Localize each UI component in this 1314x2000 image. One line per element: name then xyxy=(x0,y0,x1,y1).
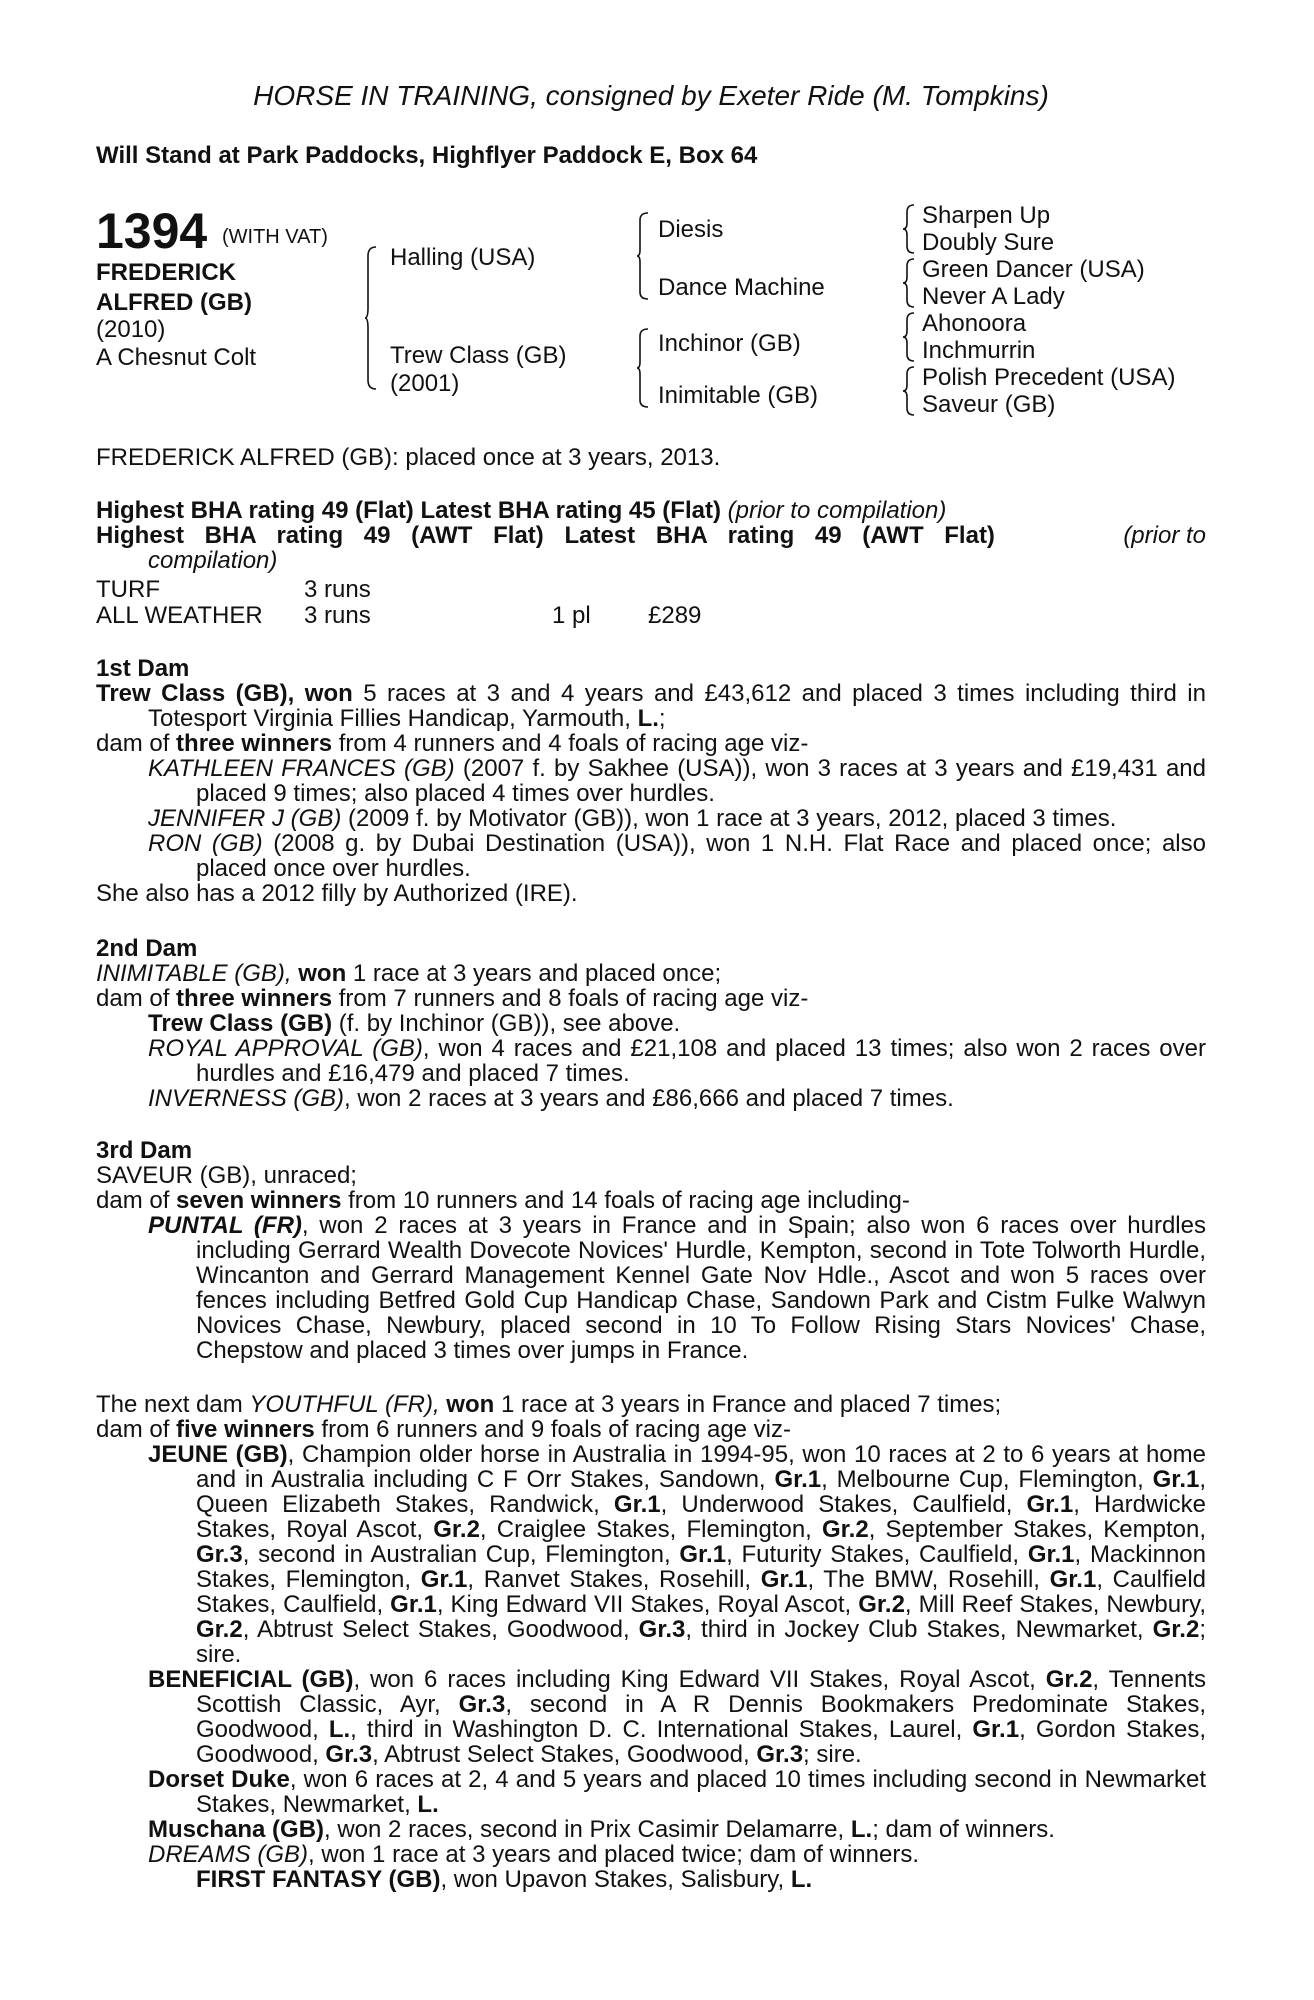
aw-placed: 1 pl xyxy=(552,602,591,629)
horse-name-line2: ALFRED (GB) xyxy=(96,289,252,316)
first-dam-progeny-1: KATHLEEN FRANCES (GB) (2007 f. by Sakhee (USA)), won 3 races at 3 years and £19,431 and placed 9 times; also placed 4 times over hurdles. xyxy=(148,755,1206,807)
third-dam-produce: dam of seven winners from 10 runners and 14 foals of racing age including- xyxy=(96,1187,910,1214)
third-dam-section xyxy=(96,1138,1206,1363)
sire: Halling (USA) xyxy=(390,244,536,271)
first-dam-also: She also has a 2012 filly by Authorized (IRE). xyxy=(96,880,578,907)
second-dam-heading: 2nd Dam xyxy=(96,935,198,962)
dance-machine-brace xyxy=(902,258,916,308)
gen3-7: Polish Precedent (USA) xyxy=(922,364,1176,391)
progeny-first-fantasy: FIRST FANTASY (GB), won Upavon Stakes, Salisbury, L. xyxy=(196,1866,813,1893)
stand-location: Will Stand at Park Paddocks, Highflyer Paddock E, Box 64 xyxy=(96,142,758,169)
first-dam-record: Trew Class (GB), won 5 races at 3 and 4 years and £43,612 and placed 3 times including third in Totesport Virginia Fillies Handicap, Yarmouth, L.; xyxy=(96,680,1206,732)
dam-line-brace xyxy=(636,328,650,408)
horse-name xyxy=(96,258,252,318)
next-dam-produce: dam of five winners from 6 runners and 9 foals of racing age viz- xyxy=(96,1416,792,1443)
dam: Trew Class (GB) xyxy=(390,342,567,369)
gen3-8: Saveur (GB) xyxy=(922,391,1056,418)
first-dam-produce: dam of three winners from 4 runners and 4 foals of racing age viz- xyxy=(96,730,809,757)
sire-dam-brace xyxy=(364,246,378,390)
diesis-brace xyxy=(902,204,916,254)
progeny-dorset-duke: Dorset Duke, won 6 races at 2, 4 and 5 years and placed 10 times including second in Newmarket Stakes, Newmarket, L. xyxy=(148,1766,1206,1818)
horse-year: (2010) xyxy=(96,316,166,343)
race-record: FREDERICK ALFRED (GB): placed once at 3 years, 2013. xyxy=(96,444,721,471)
dam-sire: Inchinor (GB) xyxy=(658,330,801,357)
first-dam-heading: 1st Dam xyxy=(96,655,190,682)
first-dam-section xyxy=(96,656,1206,906)
inimitable-brace xyxy=(902,366,916,416)
bha-ratings xyxy=(96,498,1206,573)
second-dam-progeny-2: ROYAL APPROVAL (GB), won 4 races and £21,108 and placed 13 times; also won 2 races over hurdles and £16,479 and placed 7 times. xyxy=(148,1035,1206,1087)
third-dam-progeny-1: PUNTAL (FR), won 2 races at 3 years in France and in Spain; also won 6 races over hurdles including Gerrard Wealth Dovecote Novices' Hurdle, Kempton, second in Tote Tolworth Hurdle, Wincanton and Gerrard Management Kennel Gate Nov Hdle., Ascot and won 5 races over fences including Betfred Gold Cup Handicap Chase, Sandown Park and Cistm Fulke Walwyn Novices Chase, Newbury, placed second in 10 To Follow Rising Stars Novices' Chase, Chepstow and placed 3 times over jumps in France. xyxy=(148,1212,1206,1364)
aw-runs: 3 runs xyxy=(304,602,371,629)
second-dam-produce: dam of three winners from 7 runners and 8 foals of racing age viz- xyxy=(96,985,809,1012)
flat-rating: Highest BHA rating 49 (Flat) Latest BHA rating 45 (Flat) (prior to compilation) xyxy=(96,497,947,524)
page-title: HORSE IN TRAINING, consigned by Exeter Ride (M. Tompkins) xyxy=(253,80,1049,111)
first-dam-progeny-2: JENNIFER J (GB) (2009 f. by Motivator (GB)), won 1 race at 3 years, 2012, placed 3 times. xyxy=(148,805,1117,832)
turf-runs: 3 runs xyxy=(304,576,371,603)
sire-line-brace xyxy=(636,212,650,300)
dam-year: (2001) xyxy=(390,370,460,397)
horse-name-line1: FREDERICK xyxy=(96,259,237,286)
awt-rating-note: compilation) xyxy=(148,547,278,574)
gen3-4: Never A Lady xyxy=(922,283,1065,310)
third-dam-record: SAVEUR (GB), unraced; xyxy=(96,1162,357,1189)
turf-label: TURF xyxy=(96,576,160,603)
progeny-beneficial: BENEFICIAL (GB), won 6 races including King Edward VII Stakes, Royal Ascot, Gr.2, Tennents Scottish Classic, Ayr, Gr.3, second in A R Dennis Bookmakers Predominate Stakes, Goodwood, L., third in Washington D. C. International Stakes, Laurel, Gr.1, Gordon Stakes, Goodwood, Gr.3, Abtrust Select Stakes, Goodwood, Gr.3; sire. xyxy=(148,1666,1206,1768)
third-dam-heading: 3rd Dam xyxy=(96,1137,193,1164)
second-dam-record: INIMITABLE (GB), won 1 race at 3 years and placed once; xyxy=(96,960,722,987)
aw-label: ALL WEATHER xyxy=(96,602,263,629)
awt-rating: Highest BHA rating 49 (AWT Flat) Latest BHA rating 49 (AWT Flat) (prior to xyxy=(96,522,1206,549)
aw-prize: £289 xyxy=(648,602,702,629)
gen3-5: Ahonoora xyxy=(922,310,1027,337)
sire-sire: Diesis xyxy=(658,216,724,243)
second-dam-section xyxy=(96,936,1206,1111)
gen3-3: Green Dancer (USA) xyxy=(922,256,1145,283)
gen3-6: Inchmurrin xyxy=(922,337,1036,364)
second-dam-progeny-3: INVERNESS (GB), won 2 races at 3 years and £86,666 and placed 7 times. xyxy=(148,1085,954,1112)
next-dam-section xyxy=(96,1392,1206,1892)
gen3-1: Sharpen Up xyxy=(922,202,1051,229)
next-dam-record: The next dam YOUTHFUL (FR), won 1 race at 3 years in France and placed 7 times; xyxy=(96,1391,1002,1418)
lot-number: 1394 xyxy=(96,203,208,259)
first-dam-progeny-3: RON (GB) (2008 g. by Dubai Destination (USA)), won 1 N.H. Flat Race and placed once; also placed once over hurdles. xyxy=(148,830,1206,882)
dam-dam: Inimitable (GB) xyxy=(658,382,819,409)
lot-vat: (WITH VAT) xyxy=(222,226,328,248)
progeny-dreams: DREAMS (GB), won 1 race at 3 years and placed twice; dam of winners. xyxy=(148,1841,919,1868)
sire-dam: Dance Machine xyxy=(658,274,825,301)
progeny-jeune: JEUNE (GB), Champion older horse in Australia in 1994-95, won 10 races at 2 to 6 years at home and in Australia including C F Orr Stakes, Sandown, Gr.1, Melbourne Cup, Flemington, Gr.1, Queen Elizabeth Stakes, Randwick, Gr.1, Underwood Stakes, Caulfield, Gr.1, Hardwicke Stakes, Royal Ascot, Gr.2, Craiglee Stakes, Flemington, Gr.2, September Stakes, Kempton, Gr.3, second in Australian Cup, Flemington, Gr.1, Futurity Stakes, Caulfield, Gr.1, Mackinnon Stakes, Flemington, Gr.1, Ranvet Stakes, Rosehill, Gr.1, The BMW, Rosehill, Gr.1, Caulfield Stakes, Caulfield, Gr.1, King Edward VII Stakes, Royal Ascot, Gr.2, Mill Reef Stakes, Newbury, Gr.2, Abtrust Select Stakes, Goodwood, Gr.3, third in Jockey Club Stakes, Newmarket, Gr.2; sire. xyxy=(148,1441,1207,1668)
horse-details xyxy=(96,316,256,372)
horse-description: A Chesnut Colt xyxy=(96,344,257,371)
second-dam-progeny-1: Trew Class (GB) (f. by Inchinor (GB)), see above. xyxy=(148,1010,681,1037)
inchinor-brace xyxy=(902,312,916,362)
gen3-2: Doubly Sure xyxy=(922,229,1055,256)
progeny-muschana: Muschana (GB), won 2 races, second in Prix Casimir Delamarre, L.; dam of winners. xyxy=(148,1816,1055,1843)
